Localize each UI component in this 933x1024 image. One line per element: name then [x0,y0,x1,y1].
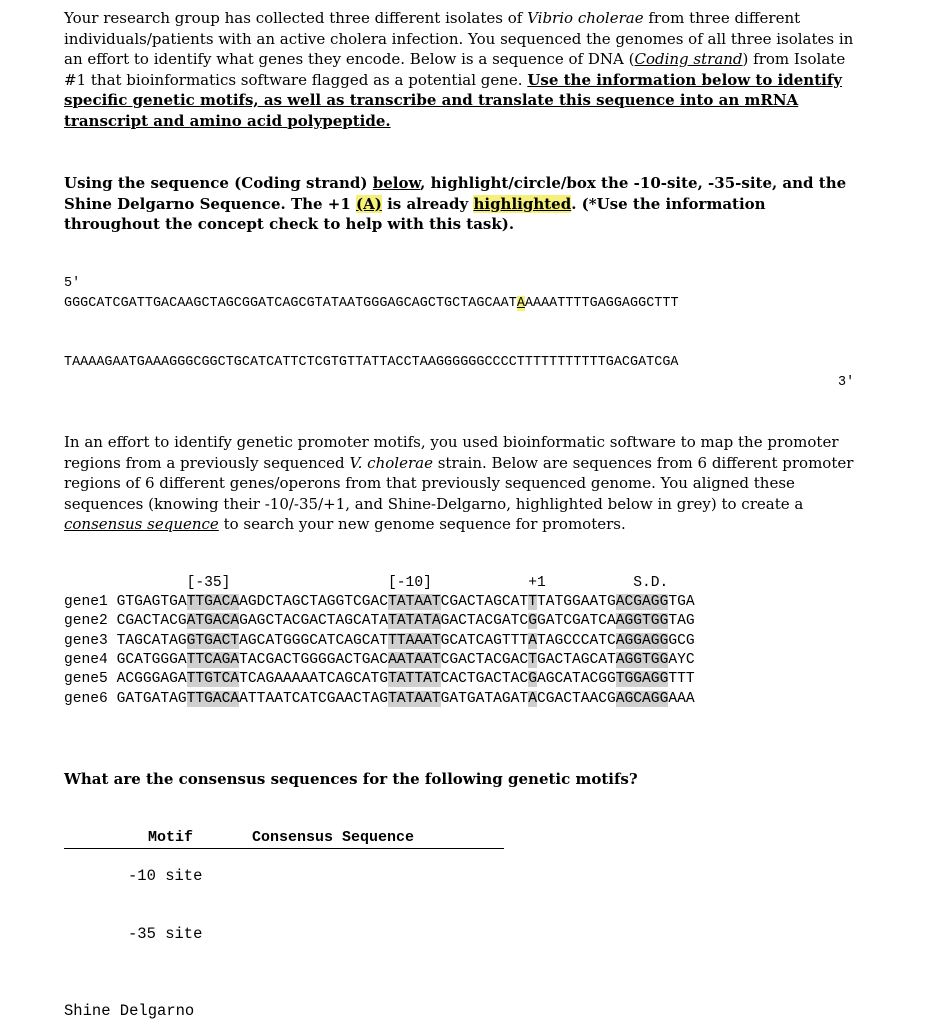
motif-highlight: TATAAT [388,690,441,707]
motif-highlight: TTGACA [186,690,240,707]
motif-highlight: ATGACA [186,613,240,630]
header-minus35: [-35] [186,575,231,591]
motif-row-shine-dalgarno: Shine Delgarno [64,1002,195,1020]
sequence-segment: AYC [668,651,695,668]
gene-label: gene6 [64,690,108,707]
sequence-segment: AGCATACGG [536,671,616,688]
motif-header: Motif [148,829,194,846]
intro-paragraph [64,8,866,131]
promoter-text-2: strain. Below are sequences from 6 different promoter regions of 6 different genes/operons from that previously sequenced genome. You aligned these sequences (knowing their -10/-35/+1, and Shine-Delgarno, highlighted below in grey) to create a [64,453,854,513]
motif-highlight: T [528,594,537,610]
motif-highlight: AGGAGG [615,632,669,649]
table-header [64,829,504,849]
sequence-segment: TAG [668,613,695,630]
motif-highlight: AATAAT [388,651,441,668]
sequence-segment: GAGCTACGACTAGCATA [239,613,389,630]
sequence-line-1-post: AAAATTTTGAGGAGGCTTT [524,296,679,311]
sequence-segment: GCG [668,632,695,649]
motif-highlight: G [528,613,537,630]
task-text-2: , highlight/circle/box the -10-site, -35-site, and the Shine Delgarno Sequence. The +1 [64,174,847,213]
sequence-segment: AGDCTAGCTAGGTCGAC [239,594,389,610]
intro-text-3: ) from Isolate #1 that bioinformatics software flagged as a potential gene. [64,50,846,89]
three-prime-label: 3' [838,375,855,390]
alignment-header [64,575,668,591]
motif-highlight: TGGAGG [615,671,669,688]
sequence-segment: GATGATAGAT [440,690,529,707]
sequence-segment: AGCATGGGCATCAGCAT [239,632,389,649]
motif-highlight: T [528,651,537,668]
task-highlighted: highlighted [473,194,572,213]
motif-highlight: TTAAAT [388,632,441,649]
motif-highlight: TATTAT [388,671,441,688]
header-minus10: [-10] [388,575,432,591]
task-paragraph [64,173,866,235]
sequence-segment: GTGAGTGA [116,594,187,610]
motif-highlight: TTGACA [186,594,240,610]
motif-row-minus10: -10 site [128,867,203,885]
sequence-line-2: TAAAAGAATGAAAGGGCGGCTGCATCATTCTCGTGTTATTACCTAAGGGGGGCCCCTTTTTTTTTTTGACGATCGA [64,355,679,370]
motif-highlight: A [528,690,537,707]
motif-highlight: A [528,632,537,649]
motif-highlight: GTGACT [186,632,240,649]
sequence-segment: GATGATAG [116,690,187,707]
sequence-line-1-pre: GGGCATCGATTGACAAGCTAGCGGATCAGCGTATAATGGGAGCAGCTGCTAGCAAT [64,296,517,311]
gene-label: gene5 [64,671,108,688]
motif-row-minus35: -35 site [128,925,203,943]
sequence-segment: GACTAGCAT [536,651,616,668]
task-plus1: (A) [356,194,382,213]
sequence-segment: TATGGAATG [536,594,616,610]
intro-instruction: Use the information below to identify specific genetic motifs, as well as transcribe and translate this sequence into an mRNA transcript and amino acid polypeptide. [64,70,842,130]
gene-label: gene2 [64,613,108,630]
motif-highlight: AGGTGG [615,651,669,668]
five-prime-label: 5' [64,276,81,291]
sequence-segment: TCAGAAAAATCAGCATG [239,671,389,688]
promoter-text-3: to search your new genome sequence for promoters. [218,515,626,533]
sequence-segment: TACGACTGGGGACTGAC [239,651,389,668]
sequence-segment: TAGCCCATC [536,632,616,649]
coding-strand-term: Coding strand [634,50,743,68]
alignment-row [64,633,695,649]
task-text-4: . (*Use the information throughout the concept check to help with this task). [64,194,766,233]
sequence-segment: TGA [668,594,695,610]
sequence-segment: ACGGGAGA [116,671,187,688]
alignment-row [64,671,695,687]
header-shine-dalgarno: S.D. [633,575,669,591]
promoter-text-1: In an effort to identify genetic promoter motifs, you used bioinformatic software to map the promoter regions from a previously sequenced [64,433,839,472]
motif-highlight: TTGTCA [186,671,240,688]
intro-text-1: Your research group has collected three different isolates of [64,9,528,27]
sequence-segment: CGACTACG [116,613,187,630]
sequence-segment: CGACTAACG [536,690,616,707]
promoter-paragraph [64,432,866,535]
sequence-segment: GACTACGATC [440,613,529,630]
sequence-segment: GCATGGGA [116,651,187,668]
motif-highlight: G [528,671,537,688]
promoter-organism: V. cholerae [349,453,433,472]
organism-name: Vibrio cholerae [527,9,644,27]
task-text-3: is already [381,194,474,213]
motif-highlight: ACGAGG [615,594,669,610]
gene-label: gene3 [64,632,108,649]
sequence-segment: AAA [668,690,695,707]
intro-text-2: from three different individuals/patients with an active cholera infection. You sequenced the genomes of all three isolates in an effort to identify what genes they encode. Below is a sequence of DNA ( [64,9,854,68]
question: What are the consensus sequences for the following genetic motifs? [64,770,638,788]
gene-label: gene4 [64,651,108,668]
sequence-segment: TTT [668,671,695,688]
motif-highlight: TTCAGA [186,651,240,668]
sequence-segment: TAGCATAG [116,632,187,649]
alignment-row [64,594,695,610]
task-text-1: Using the sequence (Coding strand) [64,174,373,192]
sequence-segment: GCATCAGTTT [440,632,529,649]
sequence-segment: ATTAATCATCGAACTAG [239,690,389,707]
alignment-row [64,691,695,707]
alignment-row [64,652,695,668]
sequence-segment: CGACTAGCAT [440,594,529,610]
alignment-row [64,613,695,629]
sequence-segment: GATCGATCA [536,613,616,630]
motif-highlight: TATATA [388,613,441,630]
motif-highlight: AGGTGG [615,613,669,630]
motif-highlight: TATAAT [388,594,441,610]
consensus-header: Consensus Sequence [252,829,415,846]
sequence-segment: CGACTACGAC [440,651,529,668]
plus1-base: A [516,296,525,311]
gene-label: gene1 [64,594,108,610]
consensus-term: consensus sequence [64,515,219,533]
header-plus1: +1 [528,575,546,591]
task-below: below [372,174,421,192]
sequence-line-1 [64,296,679,311]
sequence-segment: CACTGACTAC [440,671,529,688]
motif-highlight: AGCAGG [615,690,669,707]
